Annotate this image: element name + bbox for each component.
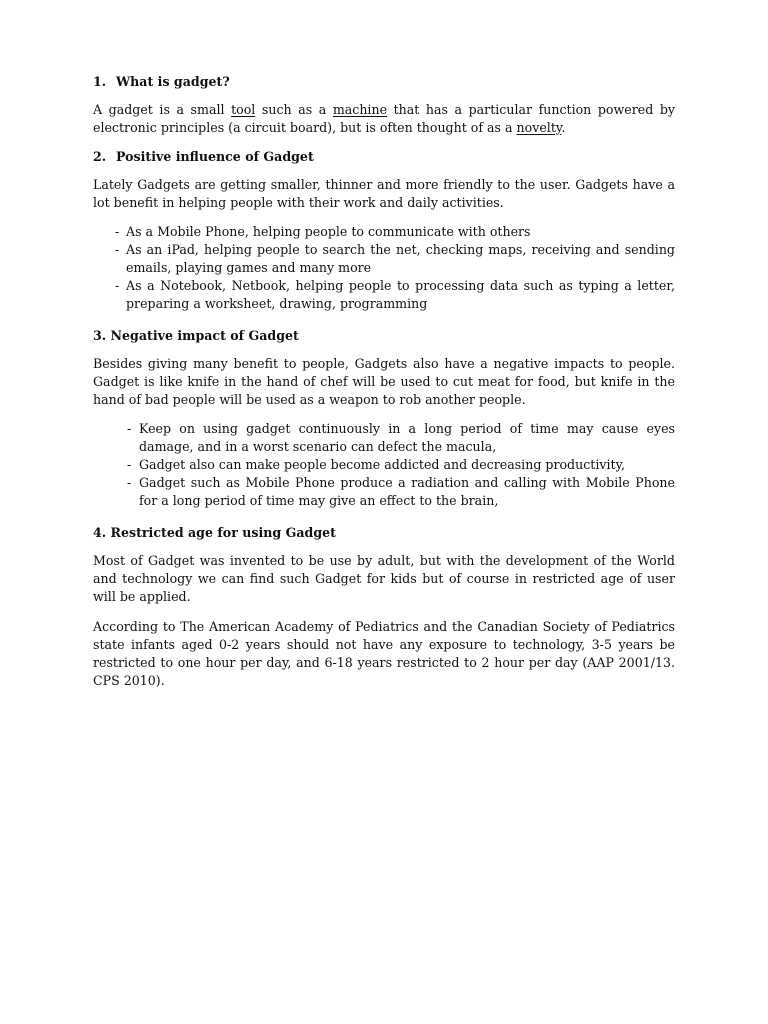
document-body — [93, 73, 675, 701]
dash-bullet: - — [127, 475, 132, 490]
paragraph-negative-impact: Besides giving many benefit to people, Gadgets also have a negative impacts to people. Gadget is like knife in the hand of chef will be used to cut meat for food, but knife in the hand of bad people will be used as a weapon to rob another people. — [93, 356, 675, 407]
list-item — [93, 223, 675, 241]
dash-bullet: - — [115, 242, 120, 257]
heading-what-is-gadget — [93, 73, 675, 91]
link-novelty[interactable]: novelty — [516, 120, 562, 135]
heading-restricted-age: 4. Restricted age for using Gadget — [93, 525, 336, 540]
paragraph-gadget-definition — [93, 101, 675, 137]
text-run: . — [561, 120, 566, 135]
text-run: A gadget is a small — [93, 102, 232, 117]
list-item — [93, 420, 675, 456]
paragraph-restricted-age: Most of Gadget was invented to be use by adult, but with the development of the World and technology we can find such Gadget for kids but of course in restricted age of user will be applied. — [93, 553, 675, 604]
dash-bullet: - — [115, 224, 120, 239]
paragraph-pediatrics-guidance: According to The American Academy of Pediatrics and the Canadian Society of Pediatrics state infants aged 0-2 years should not have any exposure to technology, 3-5 years be restricted to one hour per day, and 6-18 years restricted to 2 hour per day (AAP 2001/13. CPS 2010). — [93, 619, 675, 688]
link-machine[interactable]: machine — [332, 102, 388, 117]
text-run: that has a particular function powered by electronic principles (a circuit board), but is often thought of as a — [93, 102, 675, 135]
heading-text: Positive influence of Gadget — [116, 149, 314, 164]
list-positive-uses — [93, 223, 675, 313]
list-negative-impacts — [93, 420, 675, 510]
text-run: such as a — [255, 102, 333, 117]
dash-bullet: - — [115, 278, 120, 293]
list-item-text: Keep on using gadget continuously in a long period of time may cause eyes damage, and in a worst scenario can defect the macula, — [139, 421, 675, 454]
list-item — [93, 474, 675, 510]
list-item-text: As an iPad, helping people to search the net, checking maps, receiving and sending emails, playing games and many more — [126, 242, 675, 275]
heading-number: 2. — [93, 149, 107, 164]
heading-negative-impact: 3. Negative impact of Gadget — [93, 328, 299, 343]
paragraph-positive-influence: Lately Gadgets are getting smaller, thinner and more friendly to the user. Gadgets have a lot benefit in helping people with their work and daily activities. — [93, 177, 675, 210]
list-item-text: Gadget such as Mobile Phone produce a radiation and calling with Mobile Phone for a long period of time may give an effect to the brain, — [139, 475, 675, 508]
heading-positive-influence — [93, 148, 675, 166]
link-tool[interactable]: tool — [231, 102, 256, 117]
dash-bullet: - — [127, 457, 132, 472]
heading-number: 1. — [93, 74, 107, 89]
list-item — [93, 241, 675, 277]
list-item-text: As a Notebook, Netbook, helping people to processing data such as typing a letter, preparing a worksheet, drawing, programming — [126, 278, 675, 311]
heading-text: What is gadget? — [116, 74, 230, 89]
list-item-text: As a Mobile Phone, helping people to communicate with others — [126, 224, 531, 239]
list-item — [93, 277, 675, 313]
dash-bullet: - — [127, 421, 132, 436]
list-item — [93, 456, 675, 474]
list-item-text: Gadget also can make people become addicted and decreasing productivity, — [139, 457, 626, 472]
